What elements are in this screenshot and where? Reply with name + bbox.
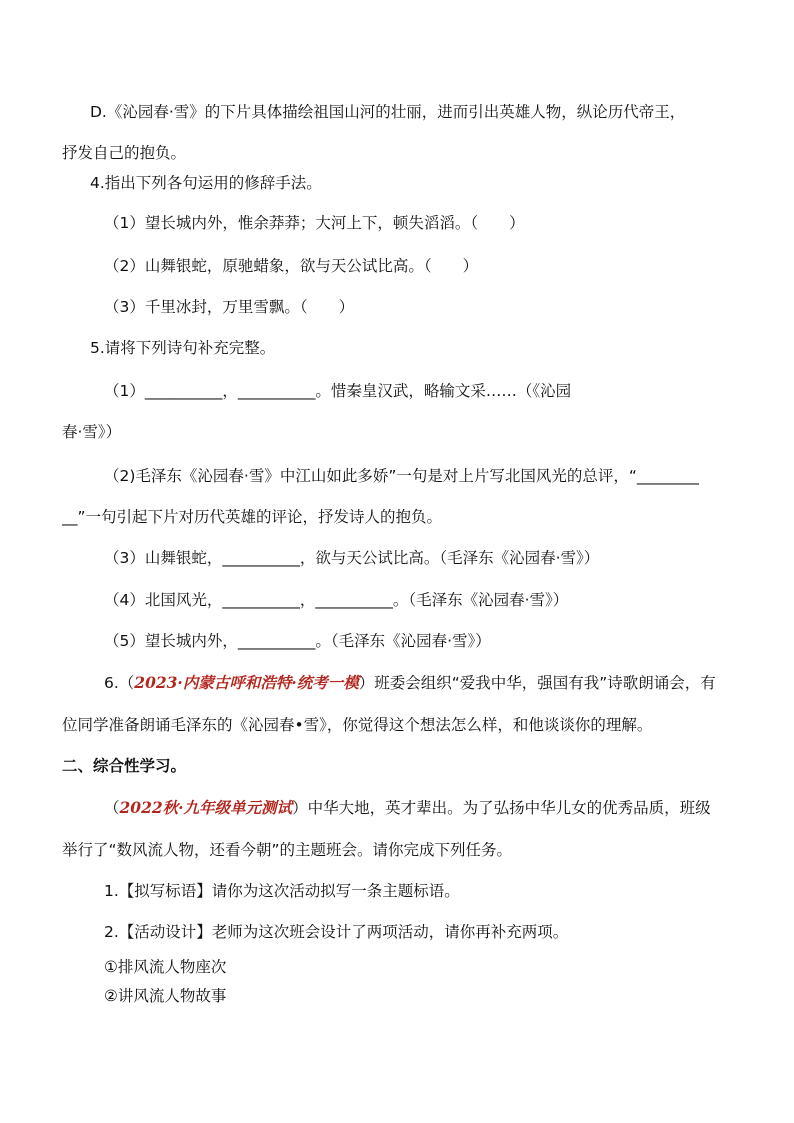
task-1: 1.【拟写标语】请你为这次活动拟写一条主题标语。 xyxy=(104,882,460,900)
question-5-item-2-line2: __”一句引起下片对历代英雄的评论，抒发诗人的抱负。 xyxy=(62,508,443,526)
question-4-item-1: （1）望长城内外，惟余莽莽；大河上下，顿失滔滔。（ ） xyxy=(104,214,525,232)
question-4-title: 4.指出下列各句运用的修辞手法。 xyxy=(90,174,322,192)
question-4-item-3: （3）千里冰封，万里雪飘。（ ） xyxy=(104,298,355,316)
question-6-text: ）班委会组织“爱我中华，强国有我”诗歌朗诵会，有 xyxy=(358,674,716,692)
question-5-item-5: （5）望长城内外，__________。（毛泽东《沁园春·雪》） xyxy=(104,632,491,650)
option-d-line1: D.《沁园春·雪》的下片具体描绘祖国山河的壮丽，进而引出英雄人物，纵论历代帝王， xyxy=(90,103,686,121)
question-5-item-1-line1: （1）__________，__________。惜秦皇汉武，略输文采……（《沁园 xyxy=(104,382,572,400)
section-2-intro-line1 xyxy=(104,797,711,819)
section-2-intro-line2: 举行了“数风流人物，还看今朝”的主题班会。请你完成下列任务。 xyxy=(62,841,513,859)
question-6-number: 6.（ xyxy=(104,674,135,692)
option-d-line2: 抒发自己的抱负。 xyxy=(62,144,187,162)
question-6-line1 xyxy=(104,672,716,694)
question-5-item-3: （3）山舞银蛇，__________，欲与天公试比高。（毛泽东《沁园春·雪》） xyxy=(104,549,600,567)
question-5-title: 5.请将下列诗句补充完整。 xyxy=(90,339,276,357)
activity-item-1: ①排风流人物座次 xyxy=(104,958,227,976)
activity-item-2: ②讲风流人物故事 xyxy=(104,987,227,1005)
question-5-item-4: （4）北国风光，__________，__________。（毛泽东《沁园春·雪》） xyxy=(104,591,569,609)
question-5-item-1-line2: 春·雪》） xyxy=(62,423,122,441)
section-2-intro-text: ）中华大地，英才辈出。为了弘扬中华儿女的优秀品质，班级 xyxy=(292,799,711,817)
section-2-title: 二、综合性学习。 xyxy=(62,757,187,775)
section-2-intro-open: （ xyxy=(104,799,120,817)
question-4-item-2: （2）山舞银蛇，原驰蜡象，欲与天公试比高。（ ） xyxy=(104,257,479,275)
question-6-line2: 位同学准备朗诵毛泽东的《沁园春•雪》，你觉得这个想法怎么样，和他谈谈你的理解。 xyxy=(62,716,653,734)
question-6-source: 2023·内蒙古呼和浩特·统考一模 xyxy=(134,673,359,692)
question-5-item-2-line1: （2)毛泽东《沁园春·雪》中江山如此多娇”一句是对上片写北国风光的总评，“________ xyxy=(104,467,699,485)
task-2: 2.【活动设计】老师为这次班会设计了两项活动，请你再补充两项。 xyxy=(104,923,569,941)
section-2-source: 2022秋·九年级单元测试 xyxy=(119,798,293,817)
